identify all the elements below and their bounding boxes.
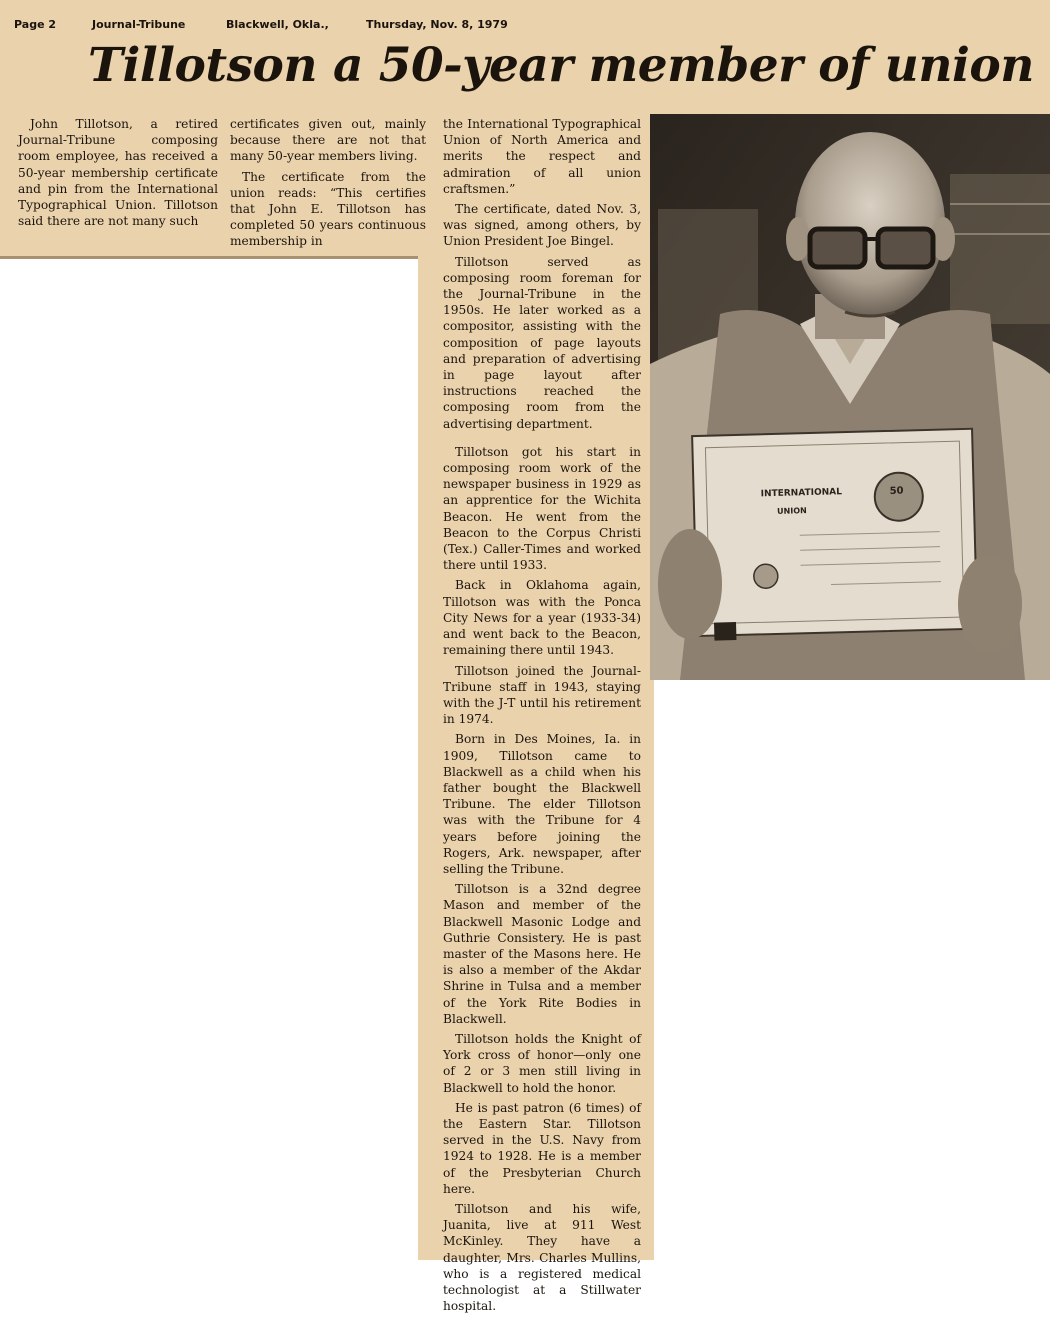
issue-date: Thursday, Nov. 8, 1979 — [366, 18, 508, 31]
article-column-2 — [230, 116, 426, 254]
paragraph: Back in Oklahoma again, Tillotson was with the Ponca City News for a year (1933-34) and went back to the Beacon, remaining there until 1943. — [443, 578, 641, 658]
page-number: Page 2 — [14, 18, 57, 31]
fold-line — [0, 256, 418, 259]
paragraph: the International Typographical Union of North America and merits the respect and admiration of all union craftsmen.” — [443, 117, 641, 196]
seal-number: 50 — [889, 485, 904, 497]
paragraph: Tillotson served as composing room foreman for the Journal-Tribune in the 1950s. He later worked as a compositor, assisting with the composition of page layouts and preparation of advertising in page layout after instructions reached the composing room from the advertising department. — [443, 254, 641, 431]
article-column-1 — [18, 116, 218, 233]
paragraph: Tillotson and his wife, Juanita, live at 911 West McKinley. They have a daughter, Mrs. Charles Mullins, who is a registered medical technologist at a Stillwater hospital. — [443, 1202, 641, 1314]
photo-illustration — [650, 114, 1050, 680]
certificate-title-line-1: INTERNATIONAL — [760, 487, 843, 500]
news-photo — [650, 114, 1050, 680]
paragraph: John Tillotson, a retired Journal-Tribune composing room employee, has received a 50-year membership certificate and pin from the International Typographical Union. Tillotson said there are not many such — [18, 117, 218, 229]
paragraph: Tillotson is a 32nd degree Mason and member of the Blackwell Masonic Lodge and Guthrie Consistery. He is past master of the Masons here. He is also a member of the Akdar Shrine in Tulsa and a member of the York Rite Bodies in Blackwell. — [443, 882, 641, 1026]
newspaper-name: Journal-Tribune — [92, 18, 186, 31]
dateline-city: Blackwell, Okla., — [226, 18, 329, 31]
paragraph: certificates given out, mainly because there are not that many 50-year members living. — [230, 117, 426, 164]
paragraph: He is past patron (6 times) of the Eastern Star. Tillotson served in the U.S. Navy from 1924 to 1928. He is a member of the Presbyterian Church here. — [443, 1100, 641, 1196]
paragraph: Tillotson joined the Journal-Tribune staff in 1943, staying with the J-T until his retirement in 1974. — [443, 663, 641, 727]
headline: Tillotson a 50-year member of union — [88, 38, 1034, 93]
paragraph: The certificate, dated Nov. 3, was signed, among others, by Union President Joe Bingel. — [443, 202, 641, 249]
certificate-title-line-2: UNION — [777, 506, 807, 516]
paragraph: Born in Des Moines, Ia. in 1909, Tillotson came to Blackwell as a child when his father bought the Blackwell Tribune. The elder Tillotson was with the Tribune for 4 years before joining the Rogers, Ark. newspaper, after selling the Tribune. — [443, 732, 641, 876]
paragraph: Tillotson holds the Knight of York cross of honor—only one of 2 or 3 men still living in Blackwell to hold the honor. — [443, 1031, 641, 1095]
article-column-3 — [443, 116, 641, 1318]
paragraph: Tillotson got his start in composing room work of the newspaper business in 1929 as an apprentice for the Wichita Beacon. He went from the Beacon to the Corpus Christi (Tex.) Caller-Times and worked there until 1933. — [443, 444, 641, 573]
masthead — [14, 18, 914, 34]
paragraph: The certificate from the union reads: “This certifies that John E. Tillotson has completed 50 years continuous membership in — [230, 169, 426, 249]
